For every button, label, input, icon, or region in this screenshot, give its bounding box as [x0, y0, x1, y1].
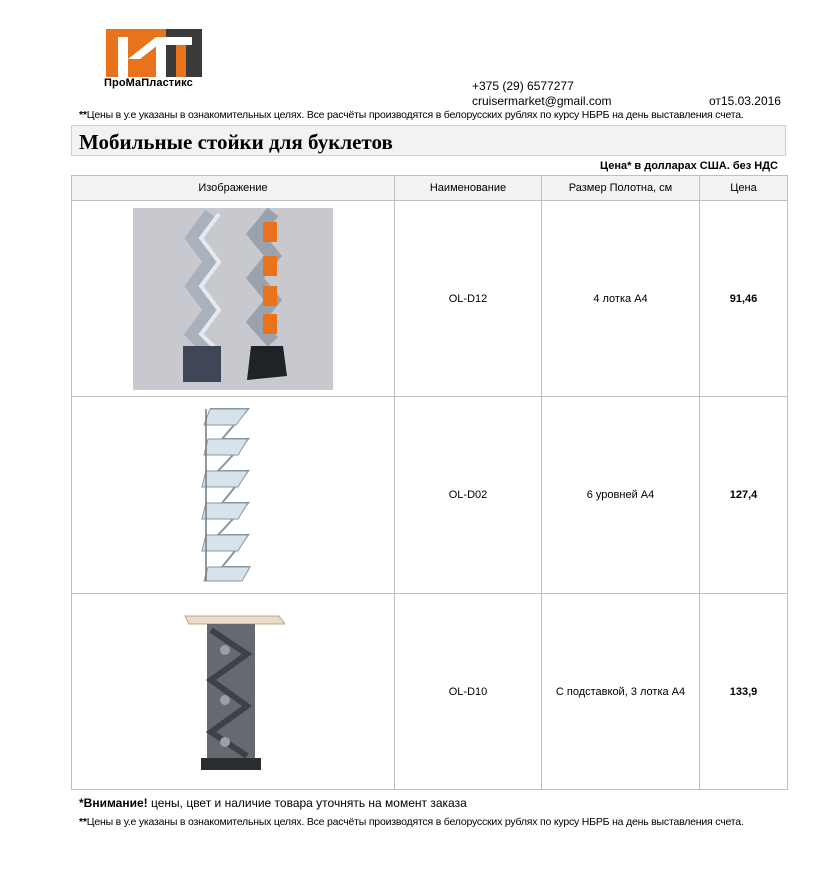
- table-row: [72, 594, 788, 790]
- price-currency-note: Цена* в долларах США. без НДС: [600, 160, 778, 172]
- product-image-cell: [72, 201, 395, 397]
- product-name: OL-D10: [395, 594, 542, 790]
- product-size: 4 лотка А4: [542, 201, 700, 397]
- product-size: 6 уровней А4: [542, 397, 700, 594]
- title-bar: [71, 125, 786, 156]
- column-header-price: Цена: [700, 176, 788, 201]
- footer-price-note: **Цены в у.е указаны в ознакомительных целях. Все расчёты производятся в белорусских рублях по курсу НБРБ на день выставления счета.: [79, 816, 744, 828]
- product-name: OL-D12: [395, 201, 542, 397]
- phone-number: +375 (29) 6577277: [472, 79, 574, 93]
- company-logo: [106, 29, 202, 77]
- product-name: OL-D02: [395, 397, 542, 594]
- column-header-size: Размер Полотна, см: [542, 176, 700, 201]
- logo-text: ПроМаПластикс: [104, 77, 193, 89]
- acrylic-zigzag-stand-photo: [198, 405, 268, 585]
- product-image-cell: [72, 397, 395, 594]
- table-row: [72, 201, 788, 397]
- product-price: 133,9: [700, 594, 788, 790]
- table-row: [72, 397, 788, 594]
- email-address: cruisermarket@gmail.com: [472, 94, 612, 108]
- product-image-cell: [72, 594, 395, 790]
- document-date: от15.03.2016: [709, 94, 781, 108]
- header-price-note: **Цены в у.е указаны в ознакомительных целях. Все расчёты производятся в белорусских рублях по курсу НБРБ на день выставления счета.: [79, 109, 744, 121]
- product-size: С подставкой, 3 лотка А4: [542, 594, 700, 790]
- table-header-row: [72, 176, 788, 201]
- product-price: 127,4: [700, 397, 788, 594]
- stand-with-table-photo: [181, 610, 285, 774]
- column-header-name: Наименование: [395, 176, 542, 201]
- attention-note: *Внимание! цены, цвет и наличие товара уточнять на момент заказа: [79, 796, 467, 810]
- product-price: 91,46: [700, 201, 788, 397]
- column-header-image: Изображение: [72, 176, 395, 201]
- price-table: [71, 175, 788, 790]
- page-title: Мобильные стойки для буклетов: [79, 130, 393, 154]
- zigzag-stands-photo: [133, 208, 333, 390]
